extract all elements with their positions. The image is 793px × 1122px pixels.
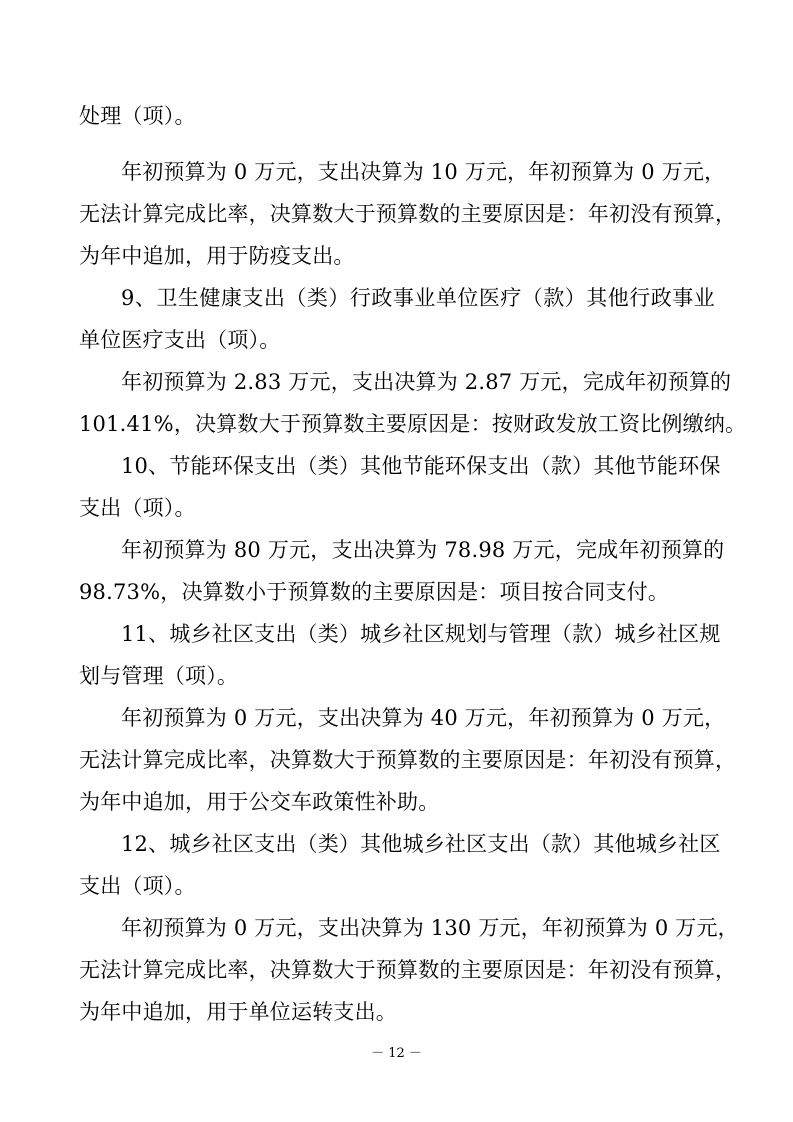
text-line: 9、卫生健康支出（类）行政事业单位医疗（款）其他行政事业 (121, 286, 715, 310)
text-line: 年初预算为 0 万元，支出决算为 130 万元，年初预算为 0 万元， (121, 916, 739, 940)
text-line: 10、节能环保支出（类）其他节能环保支出（款）其他节能环保 (121, 454, 721, 478)
text-line: 无法计算完成比率，决算数大于预算数的主要原因是：年初没有预算， (79, 748, 737, 772)
text-line: 年初预算为 2.83 万元，支出决算为 2.87 万元，完成年初预算的 (121, 370, 732, 394)
text-line: 12、城乡社区支出（类）其他城乡社区支出（款）其他城乡社区 (121, 832, 721, 856)
text-line: 处理（项）。 (79, 104, 196, 128)
text-line: 无法计算完成比率，决算数大于预算数的主要原因是：年初没有预算， (79, 958, 737, 982)
page-number: － 12 － (371, 1046, 422, 1061)
text-line: 98.73%，决算数小于预算数的主要原因是：项目按合同支付。 (79, 580, 670, 604)
text-line: 年初预算为 0 万元，支出决算为 10 万元，年初预算为 0 万元， (121, 160, 726, 184)
text-line: 为年中追加，用于单位运转支出。 (79, 1000, 397, 1024)
text-line: 单位医疗支出（项）。 (79, 328, 281, 352)
text-line: 无法计算完成比率，决算数大于预算数的主要原因是：年初没有预算， (79, 202, 737, 226)
text-line: 支出（项）。 (79, 496, 196, 520)
text-line: 为年中追加，用于公交车政策性补助。 (79, 790, 440, 814)
text-line: 支出（项）。 (79, 874, 196, 898)
text-line: 11、城乡社区支出（类）城乡社区规划与管理（款）城乡社区规 (121, 622, 721, 646)
text-line: 为年中追加，用于防疫支出。 (79, 244, 355, 268)
text-line: 划与管理（项）。 (79, 664, 239, 688)
text-line: 年初预算为 0 万元，支出决算为 40 万元，年初预算为 0 万元， (121, 706, 726, 730)
text-line: 101.41%，决算数大于预算数主要原因是：按财政发放工资比例缴纳。 (79, 412, 747, 436)
text-line: 年初预算为 80 万元，支出决算为 78.98 万元，完成年初预算的 (121, 538, 725, 562)
